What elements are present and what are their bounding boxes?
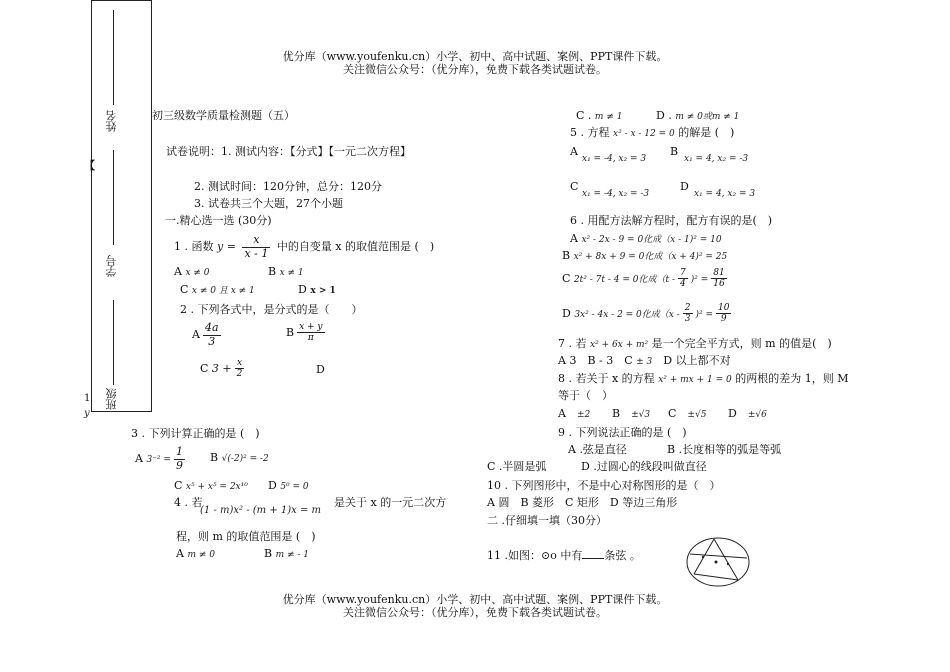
id-label: 学号 (105, 255, 118, 277)
q4-option-b: B m ≠ - 1 (264, 547, 310, 560)
name-label: 姓名 (105, 110, 118, 132)
q3-option-c: C x⁵ + x⁵ = 2x¹⁰ (174, 479, 248, 492)
instructions-line1: 试卷说明：1. 测试内容：【分式】【一元二次方程】 (166, 145, 411, 158)
question-3: 3 . 下列计算正确的是 ( ) (131, 427, 260, 440)
question-8: 8 . 若关于 x 的方程 x² + mx + 1 = 0 的两根的差为 1，则 M (558, 372, 849, 385)
student-info-box (91, 0, 152, 412)
q1-option-a: A x ≠ 0 (174, 265, 210, 278)
footer-banner-line1: 优分库（www.youfenku.cn）小学、初中、高中试题、案例、PPT课件下载。 (282, 593, 668, 606)
q4-equation: (1 - m)x² - (m + 1)x = m (200, 505, 322, 516)
q9-option-d: D .过圆心的线段叫做直径 (581, 460, 707, 473)
name-underline (113, 10, 114, 105)
id-underline (113, 150, 114, 245)
q1-option-d: D x > 1 (298, 283, 336, 296)
question-9: 9 . 下列说法正确的是 ( ) (558, 426, 687, 439)
question-1 (174, 234, 434, 260)
q5-option-c: C (570, 180, 579, 193)
q8-line2: 等于（ ） (558, 389, 613, 402)
q1-suffix: 中的自变量 x 的取值范围是 ( ) (276, 240, 435, 254)
q8-option-c: C ±√5 (668, 407, 707, 420)
q10-options: A 圆 B 菱形 C 矩形 D 等边三角形 (487, 496, 678, 509)
q3-option-b: B √(-2)² = -2 (210, 451, 269, 464)
q8-option-d: D ±√6 (728, 407, 767, 420)
class-label: 班级 (105, 388, 118, 410)
q4-line2: 程，则 m 的取值范围是 ( ) (176, 530, 316, 543)
class-underline (113, 300, 114, 385)
q2-option-a: A $\frac{4a}{3}$ (192, 321, 219, 348)
q2-option-b: B $\frac{x + y}{\pi}$ (286, 322, 323, 344)
q5-option-c-math: x₁ = -4, x₂ = -3 (582, 189, 650, 199)
q5-option-d: D (680, 180, 689, 193)
question-6: 6 . 用配方法解方程时，配方有误的是( ) (570, 214, 773, 227)
q6-option-a: A x² - 2x - 9 = 0化成（x - 1)² = 10 (570, 232, 722, 245)
q2-option-c: C 3 + $\frac{x}{2}$ (200, 358, 243, 380)
q8-option-a: A ±2 (558, 407, 591, 420)
bracket-mark: 【 (84, 159, 95, 172)
q3-option-a: A 3⁻² = $\frac{1}{9}$ (135, 445, 183, 472)
q4-option-d: D . m ≠ 0或m ≠ 1 (656, 109, 740, 122)
header-banner-line1: 优分库（www.youfenku.cn）小学、初中、高中试题、案例、PPT课件下载。 (282, 50, 668, 63)
section-2-heading: 二 .仔细填一填（30分） (487, 514, 607, 527)
q1-prefix: 1 . 函数 (174, 240, 214, 254)
q1-y: y = (217, 240, 236, 254)
instructions-line2: 2. 测试时间：120分钟，总分：120分 (194, 180, 382, 193)
q5-option-a: A (570, 145, 578, 158)
paper-title: 初三级数学质量检测题（五） (152, 109, 295, 122)
q9-option-b: B .长度相等的弧是等弧 (667, 443, 782, 456)
q9-option-c: C .半圆是弧 (487, 460, 547, 473)
q7-options: A 3 B - 3 C ± 3 D 以上都不对 (558, 354, 731, 367)
q6-option-c: C 2t² - 7t - 4 = 0化成（t - $\frac{7}{4}$ )² = $\frac{81}{16}$ (562, 268, 725, 290)
header-banner-line2: 关注微信公众号：（优分库），免费下载各类试题试卷。 (343, 63, 607, 76)
q1-option-c: C x ≠ 0 且 x ≠ 1 (180, 283, 255, 296)
q5-option-b-math: x₁ = 4, x₂ = -3 (684, 154, 749, 164)
question-10: 10 . 下列图形中，不是中心对称图形的是（ ） (487, 479, 721, 492)
question-7: 7 . 若 x² + 6x + m² 是一个完全平方式，则 m 的值是( ) (558, 337, 832, 350)
q1-option-b: B x ≠ 1 (268, 265, 304, 278)
q3-option-d: D 5⁰ = 0 (268, 479, 309, 492)
q5-option-d-math: x₁ = 4, x₂ = 3 (694, 189, 756, 199)
question-11: 11 .如图：⊙o 中有 条弦 。 (487, 549, 641, 562)
section-1-heading: 一.精心选一选 (30分) (165, 214, 272, 227)
q1-fraction: $\frac{x}{x - 1}$ (244, 233, 269, 260)
q9-option-a: A .弦是直径 (568, 443, 627, 456)
q5-option-b: B (670, 145, 679, 158)
q4-prefix: 4 . 若 (174, 496, 203, 509)
circle-chords-figure (684, 536, 752, 588)
question-5: 5 . 方程 x² - x - 12 = 0 的解是 ( ) (570, 126, 735, 139)
instructions-line3: 3. 试卷共三个大题，27个小题 (194, 197, 343, 210)
q4-option-a: A m ≠ 0 (176, 547, 215, 560)
question-2: 2 . 下列各式中，是分式的是（ ） (180, 303, 363, 316)
q2-option-d: D (316, 363, 325, 376)
margin-mark-2: y (84, 408, 90, 419)
q4-option-c: C . m ≠ 1 (576, 109, 623, 122)
q4-suffix: 是关于 x 的一元二次方 (334, 496, 447, 509)
q6-option-d: D 3x² - 4x - 2 = 0化成（x - $\frac{2}{3}$ )² = $\frac{10}{9}$ (562, 303, 730, 325)
footer-banner-line2: 关注微信公众号：（优分库），免费下载各类试题试卷。 (343, 606, 607, 619)
q8-option-b: B ±√3 (612, 407, 651, 420)
q5-option-a-math: x₁ = -4, x₂ = 3 (582, 154, 647, 164)
q6-option-b: B x² + 8x + 9 = 0化成（x + 4)² = 25 (562, 249, 728, 262)
margin-mark-1: 1 (84, 393, 91, 404)
